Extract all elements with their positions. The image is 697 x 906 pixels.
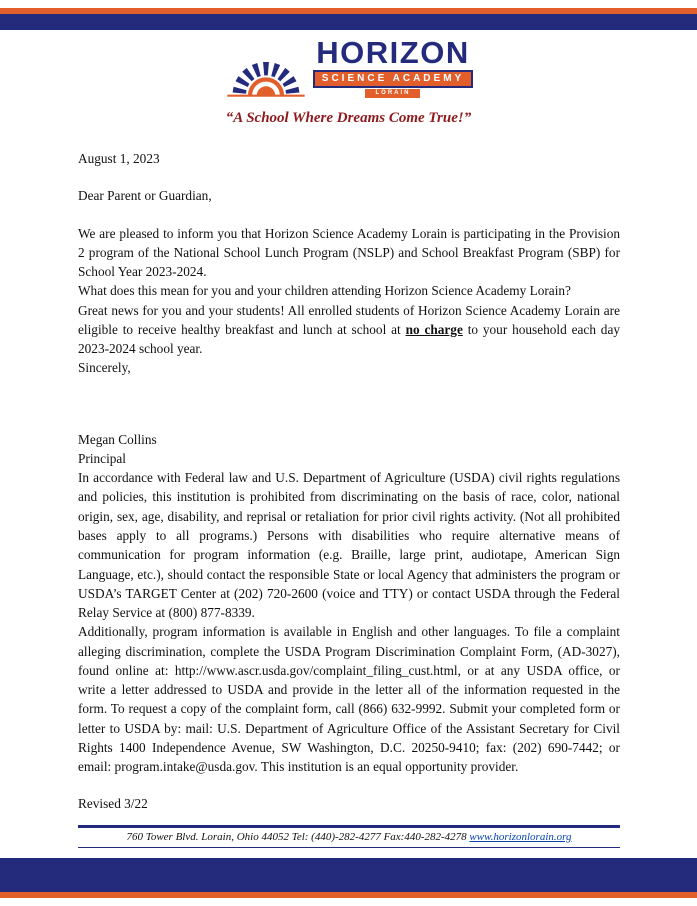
signer-name: Megan Collins	[78, 431, 157, 447]
signature-space	[78, 378, 620, 430]
letter-body	[0, 127, 697, 825]
letterhead	[0, 30, 697, 127]
bottom-blue-bar	[0, 858, 697, 892]
good-news-text-after: to your household each day 2023-2024 school year.	[78, 321, 621, 357]
website-link[interactable]: www.horizonlorain.org	[469, 831, 572, 843]
usda-nondiscrimination-paragraph: In accordance with Federal law and U.S. Department of Agriculture (USDA) civil rights regulations and policies, this institution is prohibited from discriminating on the basis of race, color, national origin, sex, age, disability, and reprisal or retaliation for prior civil rights activity. (Not all prohibited bases apply to all programs.) Persons with disabilities who require alternative means of communication for program information (e.g. Braille, large print, audiotape, American Sign Language, etc.), should contact the responsible State or local Agency that administers the program or USDA’s TARGET Center at (202) 720-2600 (voice and TTY) or contact USDA through the Federal Relay Service at (800) 877-8339.	[78, 470, 620, 621]
paragraph-question: What does this mean for you and your children attending Horizon Science Academy Lorain?	[78, 283, 571, 299]
salutation: Dear Parent or Guardian,	[78, 188, 212, 204]
letter-date: August 1, 2023	[78, 151, 160, 166]
spacer	[78, 776, 620, 794]
footer-address: 760 Tower Blvd. Lorain, Ohio 44052 Tel: (440)-282-4277 Fax:440-282-4278	[126, 831, 470, 843]
bottom-decorative-bars	[0, 858, 697, 906]
usda-complaint-paragraph: Additionally, program information is available in English and other languages. To file a complaint alleging discrimination, complete the USDA Program Discrimination Complaint Form, (AD-3027), found online at: http://www.ascr.usda.gov/complaint_filing_cust.html, or at any USDA office, or write a letter addressed to USDA and provide in the letter all of the information requested in the form. To request a copy of the complaint form, call (866) 632-9992. Submit your completed form or letter to USDA by: mail: U.S. Department of Agriculture Office of the Assistant Secretary for Civil Rights 1400 Independence Avenue, SW Washington, D.C. 20250-9410; fax: (202) 690-7442; or email: program.intake@usda.gov. This institution is an equal opportunity provider.	[78, 624, 620, 775]
paragraph-good-news	[78, 301, 620, 359]
letter-footer	[78, 825, 620, 848]
closing: Sincerely,	[78, 360, 131, 376]
spacer	[78, 206, 620, 224]
spacer	[78, 168, 620, 186]
bottom-white-strip	[0, 898, 697, 906]
sunburst-logo-icon	[224, 56, 308, 98]
no-charge-emphasis: no charge	[405, 321, 463, 337]
logo-location: LORAIN	[365, 89, 420, 98]
paragraph-provision2: We are pleased to inform you that Horizon Science Academy Lorain is participating in the Provision 2 program of the National School Lunch Program (NSLP) and School Breakfast Program (SBP) for School Year 2023-2024.	[78, 225, 620, 280]
logo-subtitle: SCIENCE ACADEMY	[313, 70, 473, 88]
logo-text-block	[313, 35, 473, 98]
revised-note: Revised 3/22	[78, 796, 148, 812]
signer-title: Principal	[78, 450, 127, 466]
good-news-text-before: Great news for you and your students! All enrolled students of Horizon Science Academy Lorain are eligible to receive healthy breakfast and lunch at school at	[78, 302, 620, 337]
footer-address-line	[78, 825, 620, 848]
school-tagline: “A School Where Dreams Come True!”	[225, 110, 472, 126]
top-blue-bar	[0, 14, 697, 30]
logo-title: HORIZON	[316, 35, 470, 70]
school-logo	[224, 35, 473, 98]
top-decorative-bars	[0, 8, 697, 30]
